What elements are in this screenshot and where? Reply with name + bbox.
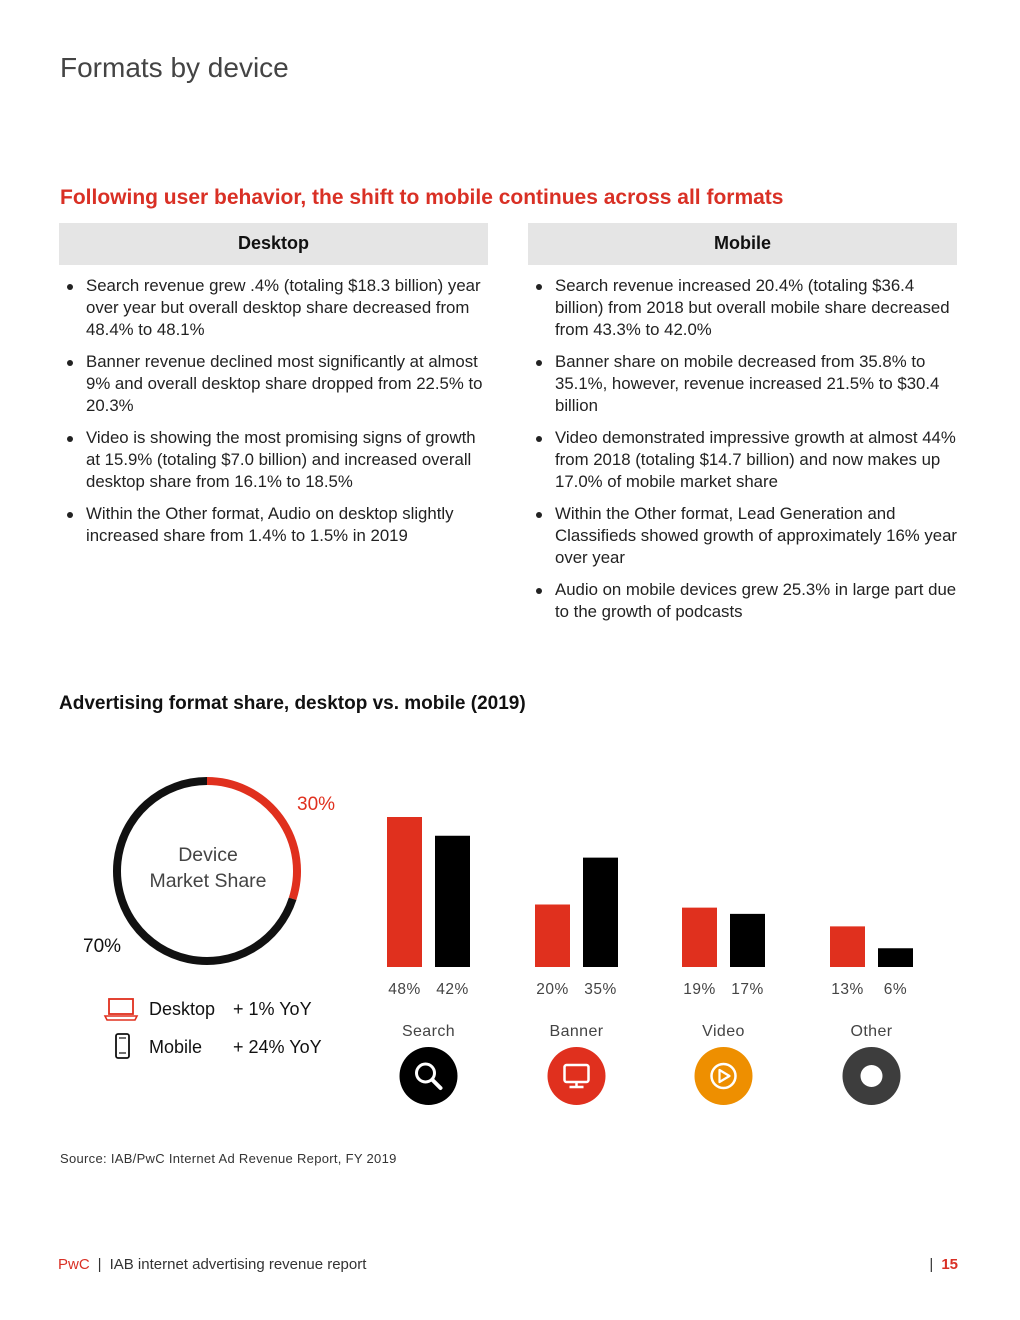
desktop-column <box>59 223 488 557</box>
legend-mobile-label: Mobile <box>149 1037 203 1057</box>
chart-title: Advertising format share, desktop vs. mobile (2019) <box>59 693 526 714</box>
page-number-separator: | <box>929 1256 934 1273</box>
bar-label-other-mobile: 6% <box>883 981 908 998</box>
play-icon <box>695 1047 753 1105</box>
bar-other-desktop <box>830 926 865 967</box>
monitor-icon <box>548 1047 606 1105</box>
mobile-bullet: Within the Other format, Lead Generation and Classifieds showed growth of approximately 16% year over year <box>528 503 957 569</box>
format-share-chart <box>0 740 1020 1130</box>
mobile-header: Mobile <box>528 223 957 265</box>
category-labels <box>402 1023 893 1040</box>
category-label-search: Search <box>401 1023 456 1040</box>
footer-brand: PwC <box>58 1256 90 1273</box>
legend-mobile <box>116 1034 322 1058</box>
bar-other-mobile <box>878 948 913 967</box>
bar-label-other-desktop: 13% <box>831 981 864 998</box>
phone-icon <box>116 1034 129 1058</box>
legend-desktop-label: Desktop <box>149 999 216 1019</box>
mobile-bullet-list <box>528 275 957 623</box>
desktop-slice-label: 30% <box>297 794 336 815</box>
legend-desktop-yoy: + 1% YoY <box>233 999 312 1019</box>
category-icons <box>400 1047 901 1105</box>
bar-label-search-desktop: 48% <box>388 981 421 998</box>
bar-label-video-mobile: 17% <box>731 981 764 998</box>
category-label-video: Video <box>702 1023 745 1040</box>
desktop-bullet: Within the Other format, Audio on desktop slightly increased share from 1.4% to 1.5% in 2019 <box>59 503 488 547</box>
bar-video-mobile <box>730 914 765 967</box>
mobile-column <box>528 223 957 633</box>
bar-label-video-desktop: 19% <box>683 981 716 998</box>
mobile-bullet: Audio on mobile devices grew 25.3% in large part due to the growth of podcasts <box>528 579 957 623</box>
footer-report-title: IAB internet advertising revenue report <box>109 1256 367 1273</box>
page-number <box>921 1256 958 1273</box>
bar-label-banner-desktop: 20% <box>536 981 569 998</box>
desktop-bullet: Search revenue grew .4% (totaling $18.3 billion) year over year but overall desktop share decreased from 48.4% to 48.1% <box>59 275 488 341</box>
desktop-bullet: Video is showing the most promising signs of growth at 15.9% (totaling $7.0 billion) and increased overall desktop share from 16.1% to 18.5% <box>59 427 488 493</box>
page-title: Formats by device <box>60 52 289 83</box>
mobile-bullet: Banner share on mobile decreased from 35.8% to 35.1%, however, revenue increased 21.5% to $30.4 billion <box>528 351 957 417</box>
page-number-value: 15 <box>941 1256 958 1273</box>
circle-icon <box>843 1047 901 1105</box>
headline: Following user behavior, the shift to mobile continues across all formats <box>60 186 784 209</box>
bar-value-labels <box>388 981 907 998</box>
desktop-header: Desktop <box>59 223 488 265</box>
bar-search-mobile <box>435 836 470 967</box>
legend-desktop <box>105 999 312 1020</box>
laptop-icon <box>105 999 137 1020</box>
bar-label-search-mobile: 42% <box>436 981 469 998</box>
desktop-bullet-list <box>59 275 488 547</box>
bar-banner-desktop <box>535 905 570 968</box>
mobile-slice-label: 70% <box>83 936 122 957</box>
donut-center-label-line1: Device <box>178 844 238 866</box>
donut-center-label-line2: Market Share <box>149 870 267 892</box>
source-note: Source: IAB/PwC Internet Ad Revenue Report, FY 2019 <box>60 1151 397 1166</box>
bar-video-desktop <box>682 908 717 967</box>
bar-banner-mobile <box>583 858 618 967</box>
bar-search-desktop <box>387 817 422 967</box>
mobile-bullet: Search revenue increased 20.4% (totaling $36.4 billion) from 2018 but overall mobile share decreased from 43.3% to 42.0% <box>528 275 957 341</box>
legend-mobile-yoy: + 24% YoY <box>233 1037 322 1057</box>
bar-label-banner-mobile: 35% <box>584 981 617 998</box>
page-footer <box>58 1256 958 1273</box>
bar-group <box>387 817 913 967</box>
category-label-other: Other <box>850 1023 893 1040</box>
mobile-bullet: Video demonstrated impressive growth at almost 44% from 2018 (totaling $14.7 billion) and now makes up 17.0% of mobile market share <box>528 427 957 493</box>
footer-separator: | <box>97 1256 102 1273</box>
category-label-banner: Banner <box>549 1023 604 1040</box>
desktop-bullet: Banner revenue declined most significantly at almost 9% and overall desktop share dropped from 22.5% to 20.3% <box>59 351 488 417</box>
search-icon <box>400 1047 458 1105</box>
